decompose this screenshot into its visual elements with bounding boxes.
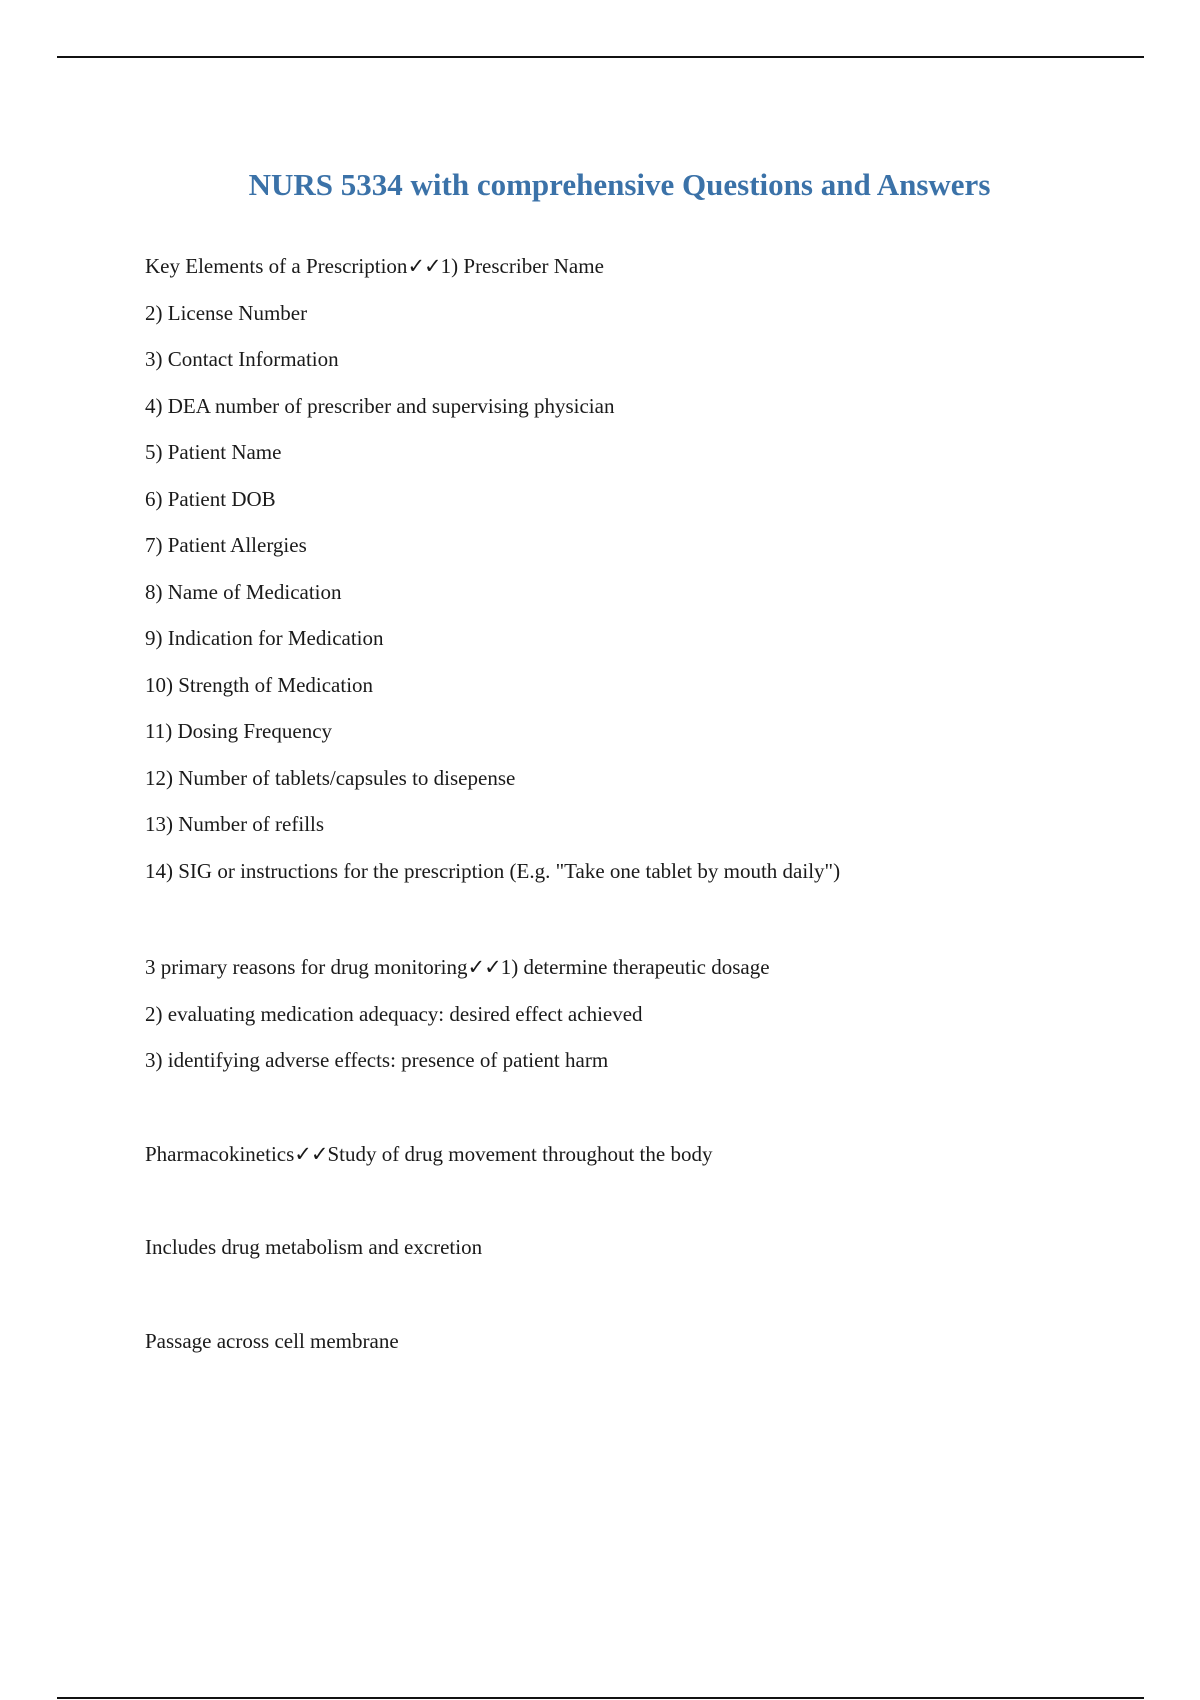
answer-line: 11) Dosing Frequency [145,719,333,743]
answer-line: 2) License Number [145,300,308,325]
question-text: Pharmacokinetics [145,1141,295,1166]
answer-line: 5) Patient Name [145,440,282,464]
question-text: 3 primary reasons for drug monitoring [145,955,468,979]
answer-line: 9) Indication for Medication [145,626,384,650]
section-spacer [145,1094,1145,1141]
extra-line: Includes drug metabolism and excretion [145,1235,483,1259]
answer-line: 12) Number of tablets/capsules to disepense [145,765,516,790]
document-body [145,253,1145,1374]
answer-line: 7) Patient Allergies [145,533,307,557]
qa-question-line [145,1141,1145,1188]
answer-line: 6) Patient DOB [145,486,276,511]
answer-line: 3) Contact Information [145,347,339,371]
answer-line: 13) Number of refills [145,812,325,836]
answer-line: 10) Strength of Medication [145,672,374,697]
answer-text: 1) Prescriber Name [440,254,604,278]
bottom-divider [57,1697,1144,1699]
section-spacer [145,1281,1145,1328]
section-spacer [145,904,1145,954]
qa-question-line [145,954,1145,1001]
answer-line: 2) evaluating medication adequacy: desired effect achieved [145,1001,643,1026]
section-spacer [145,1187,1145,1234]
answer-text: 1) determine therapeutic dosage [500,955,770,979]
answer-line: 3) identifying adverse effects: presence of patient harm [145,1048,609,1072]
answer-line: 8) Name of Medication [145,579,342,604]
answer-line: 14) SIG or instructions for the prescription (E.g. "Take one tablet by mouth daily") [145,858,841,883]
answer-line: 4) DEA number of prescriber and supervising physician [145,393,615,418]
check-icon: ✓✓ [467,955,501,979]
check-icon: ✓✓ [294,1141,328,1166]
qa-question-line [145,253,1145,300]
document-title: NURS 5334 with comprehensive Questions and Answers [248,167,991,202]
check-icon: ✓✓ [407,254,441,278]
top-divider [57,56,1144,58]
extra-line: Passage across cell membrane [145,1328,399,1353]
answer-text: Study of drug movement throughout the body [327,1141,713,1166]
question-text: Key Elements of a Prescription [145,254,408,278]
